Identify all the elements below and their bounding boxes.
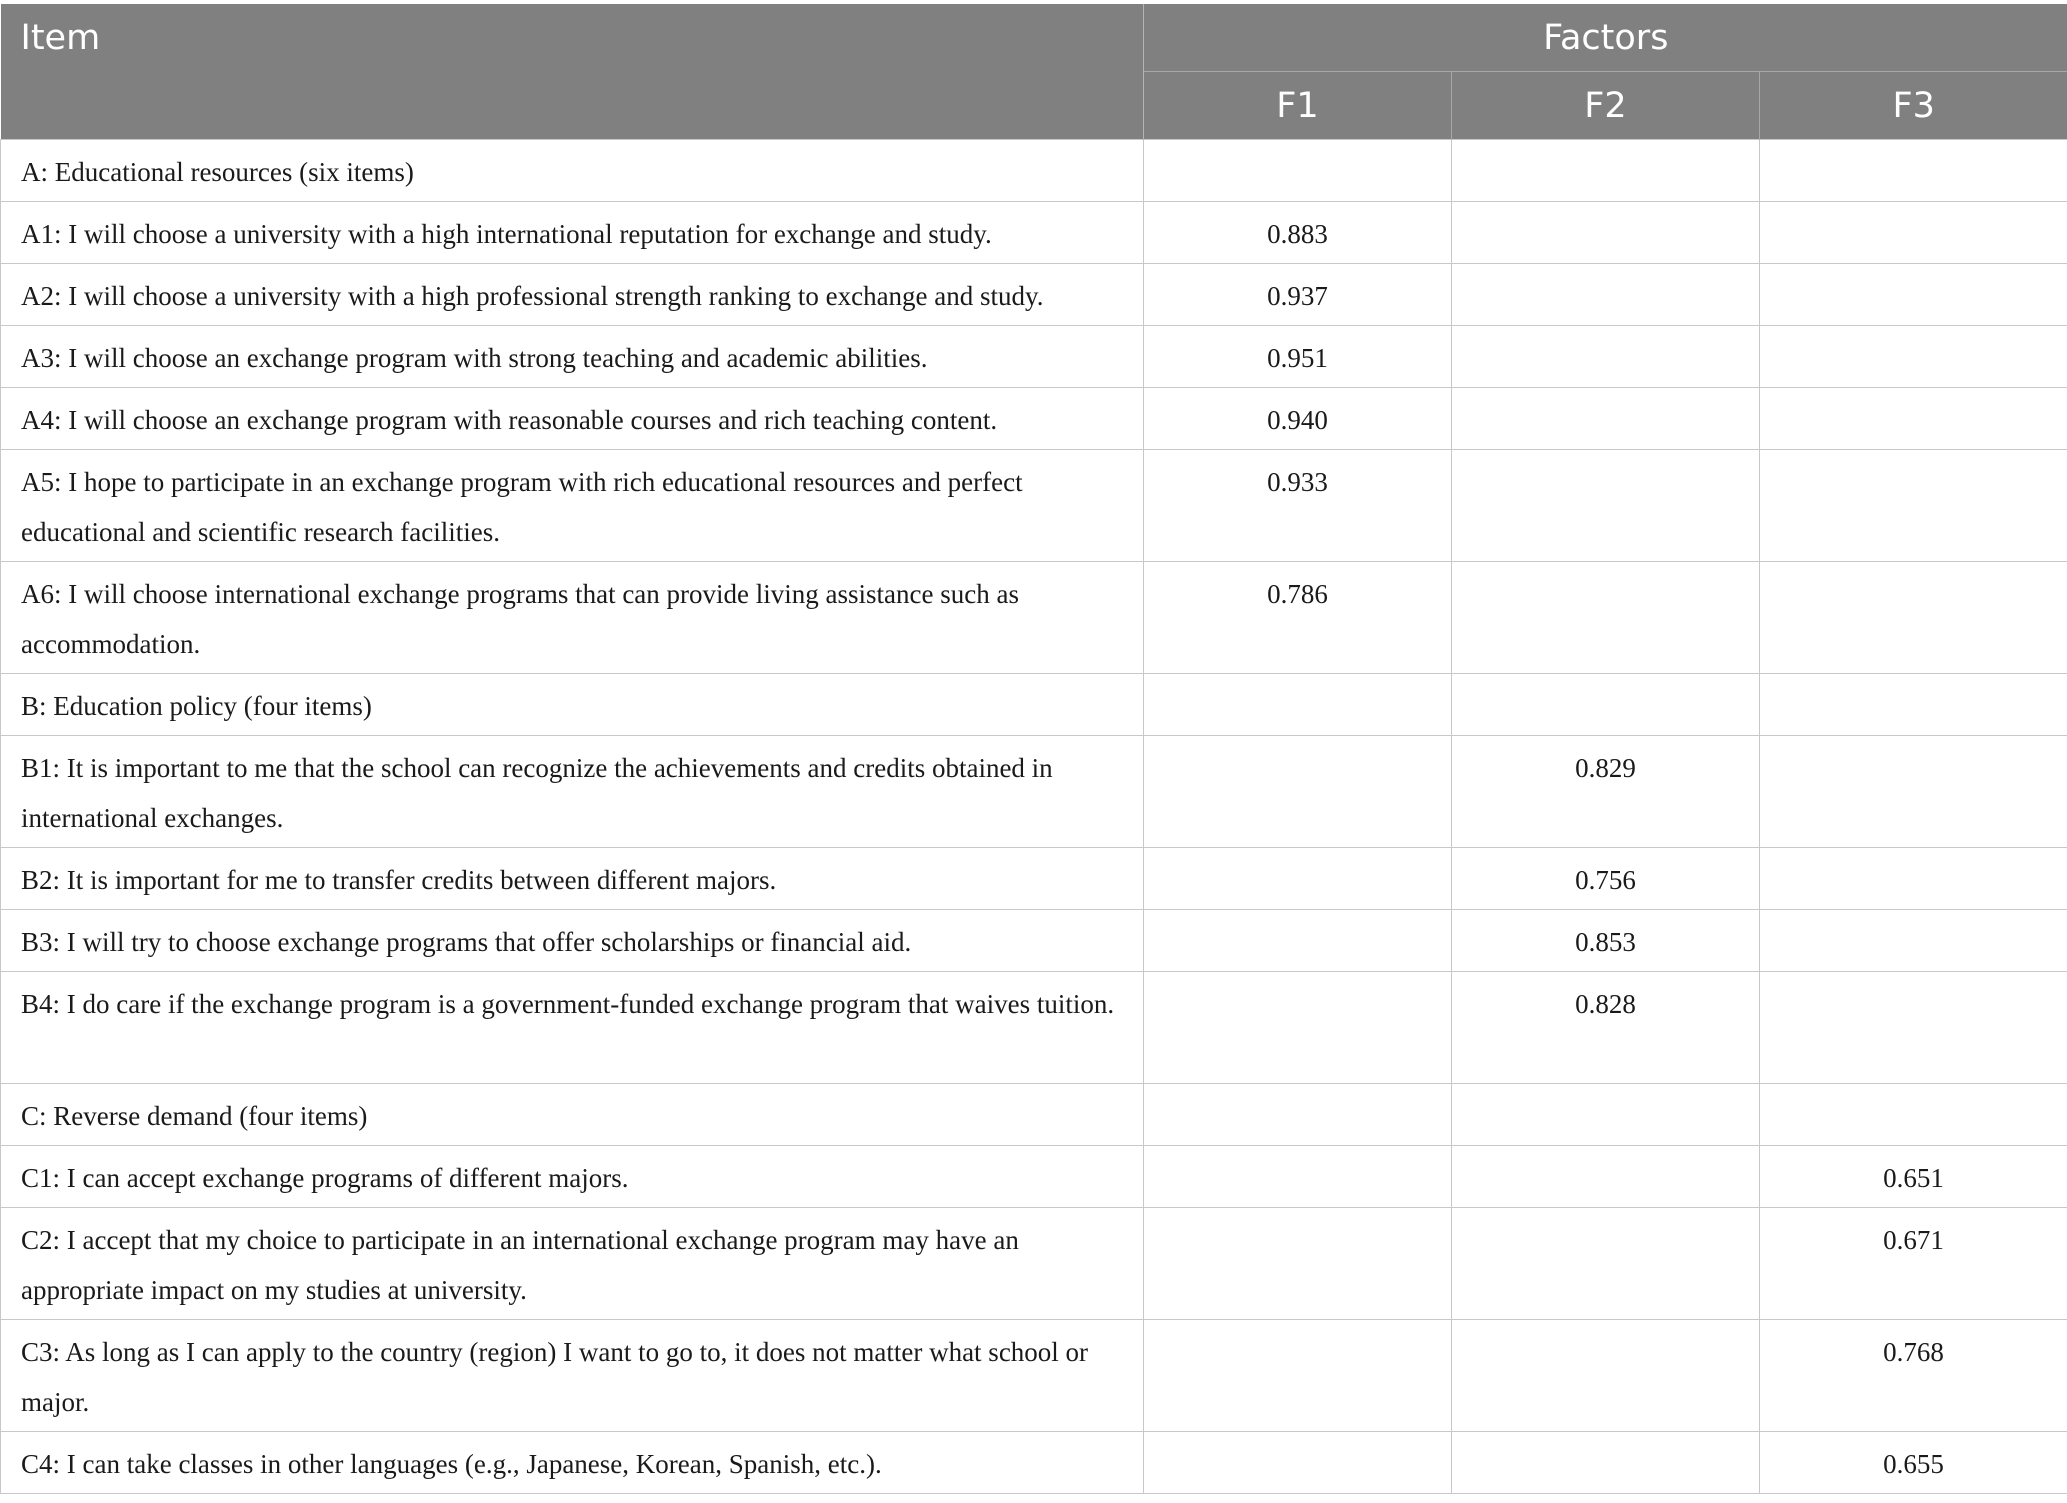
item-column-header: Item <box>1 4 1144 140</box>
f1-cell <box>1144 1146 1452 1208</box>
table-row <box>1 1208 2067 1320</box>
item-cell: B3: I will try to choose exchange programs that offer scholarships or financial aid. <box>1 910 1144 972</box>
f2-column-header: F2 <box>1452 72 1760 140</box>
f3-cell: 0.671 <box>1760 1208 2067 1320</box>
f3-cell <box>1760 1084 2067 1146</box>
table-row <box>1 848 2067 910</box>
f3-cell: 0.768 <box>1760 1320 2067 1432</box>
f3-cell <box>1760 674 2067 736</box>
f2-cell <box>1452 1146 1760 1208</box>
f3-cell: 0.655 <box>1760 1432 2067 1494</box>
item-cell: B1: It is important to me that the school can recognize the achievements and credits obtained in international exchanges. <box>1 736 1144 848</box>
factors-column-header: Factors <box>1144 4 2067 72</box>
table-row <box>1 910 2067 972</box>
f3-cell <box>1760 140 2067 202</box>
item-cell: A5: I hope to participate in an exchange program with rich educational resources and perfect educational and scientific research facilities. <box>1 450 1144 562</box>
table-row <box>1 140 2067 202</box>
f1-cell <box>1144 674 1452 736</box>
f3-cell <box>1760 202 2067 264</box>
item-cell: C1: I can accept exchange programs of different majors. <box>1 1146 1144 1208</box>
f3-cell <box>1760 910 2067 972</box>
f3-cell <box>1760 848 2067 910</box>
factor-loading-table <box>0 4 2067 1494</box>
f3-cell <box>1760 736 2067 848</box>
table-row <box>1 972 2067 1084</box>
f1-cell: 0.786 <box>1144 562 1452 674</box>
item-cell: B: Education policy (four items) <box>1 674 1144 736</box>
f3-cell <box>1760 972 2067 1084</box>
table-row <box>1 388 2067 450</box>
f3-column-header: F3 <box>1760 72 2067 140</box>
f1-cell <box>1144 848 1452 910</box>
f1-cell: 0.933 <box>1144 450 1452 562</box>
f3-cell <box>1760 326 2067 388</box>
item-cell: A1: I will choose a university with a high international reputation for exchange and study. <box>1 202 1144 264</box>
f1-cell <box>1144 1208 1452 1320</box>
f1-cell <box>1144 1320 1452 1432</box>
f3-cell <box>1760 264 2067 326</box>
f2-cell <box>1452 1208 1760 1320</box>
f2-cell <box>1452 562 1760 674</box>
item-cell: A2: I will choose a university with a high professional strength ranking to exchange and study. <box>1 264 1144 326</box>
item-cell: C2: I accept that my choice to participate in an international exchange program may have an appropriate impact on my studies at university. <box>1 1208 1144 1320</box>
f2-cell: 0.756 <box>1452 848 1760 910</box>
item-cell: C3: As long as I can apply to the country (region) I want to go to, it does not matter what school or major. <box>1 1320 1144 1432</box>
f2-cell <box>1452 674 1760 736</box>
f1-cell: 0.883 <box>1144 202 1452 264</box>
f3-cell <box>1760 562 2067 674</box>
table-row <box>1 1084 2067 1146</box>
f1-cell <box>1144 140 1452 202</box>
f2-cell <box>1452 202 1760 264</box>
f1-cell: 0.940 <box>1144 388 1452 450</box>
f3-cell <box>1760 388 2067 450</box>
f2-cell <box>1452 388 1760 450</box>
f2-cell <box>1452 140 1760 202</box>
table-row <box>1 562 2067 674</box>
f2-cell <box>1452 264 1760 326</box>
f1-cell <box>1144 1084 1452 1146</box>
f2-cell: 0.829 <box>1452 736 1760 848</box>
f3-cell <box>1760 450 2067 562</box>
table-row <box>1 264 2067 326</box>
item-cell: B4: I do care if the exchange program is a government-funded exchange program that waives tuition. <box>1 972 1144 1084</box>
f2-cell <box>1452 1432 1760 1494</box>
table-body <box>1 140 2067 1494</box>
f2-cell <box>1452 1084 1760 1146</box>
f2-cell <box>1452 1320 1760 1432</box>
table-row <box>1 1146 2067 1208</box>
f2-cell <box>1452 326 1760 388</box>
item-cell: C: Reverse demand (four items) <box>1 1084 1144 1146</box>
table-row <box>1 736 2067 848</box>
table-row <box>1 326 2067 388</box>
f1-cell <box>1144 736 1452 848</box>
f1-column-header: F1 <box>1144 72 1452 140</box>
f1-cell: 0.951 <box>1144 326 1452 388</box>
table-row <box>1 450 2067 562</box>
f3-cell: 0.651 <box>1760 1146 2067 1208</box>
f1-cell <box>1144 910 1452 972</box>
f2-cell: 0.828 <box>1452 972 1760 1084</box>
f1-cell: 0.937 <box>1144 264 1452 326</box>
table-row <box>1 1320 2067 1432</box>
table-header <box>1 4 2067 140</box>
item-cell: B2: It is important for me to transfer credits between different majors. <box>1 848 1144 910</box>
f1-cell <box>1144 972 1452 1084</box>
item-cell: A4: I will choose an exchange program with reasonable courses and rich teaching content. <box>1 388 1144 450</box>
table-row <box>1 1432 2067 1494</box>
f1-cell <box>1144 1432 1452 1494</box>
item-cell: A3: I will choose an exchange program with strong teaching and academic abilities. <box>1 326 1144 388</box>
item-cell: A: Educational resources (six items) <box>1 140 1144 202</box>
f2-cell <box>1452 450 1760 562</box>
table-row <box>1 202 2067 264</box>
table-row <box>1 674 2067 736</box>
item-cell: C4: I can take classes in other languages (e.g., Japanese, Korean, Spanish, etc.). <box>1 1432 1144 1494</box>
item-cell: A6: I will choose international exchange programs that can provide living assistance such as accommodation. <box>1 562 1144 674</box>
f2-cell: 0.853 <box>1452 910 1760 972</box>
